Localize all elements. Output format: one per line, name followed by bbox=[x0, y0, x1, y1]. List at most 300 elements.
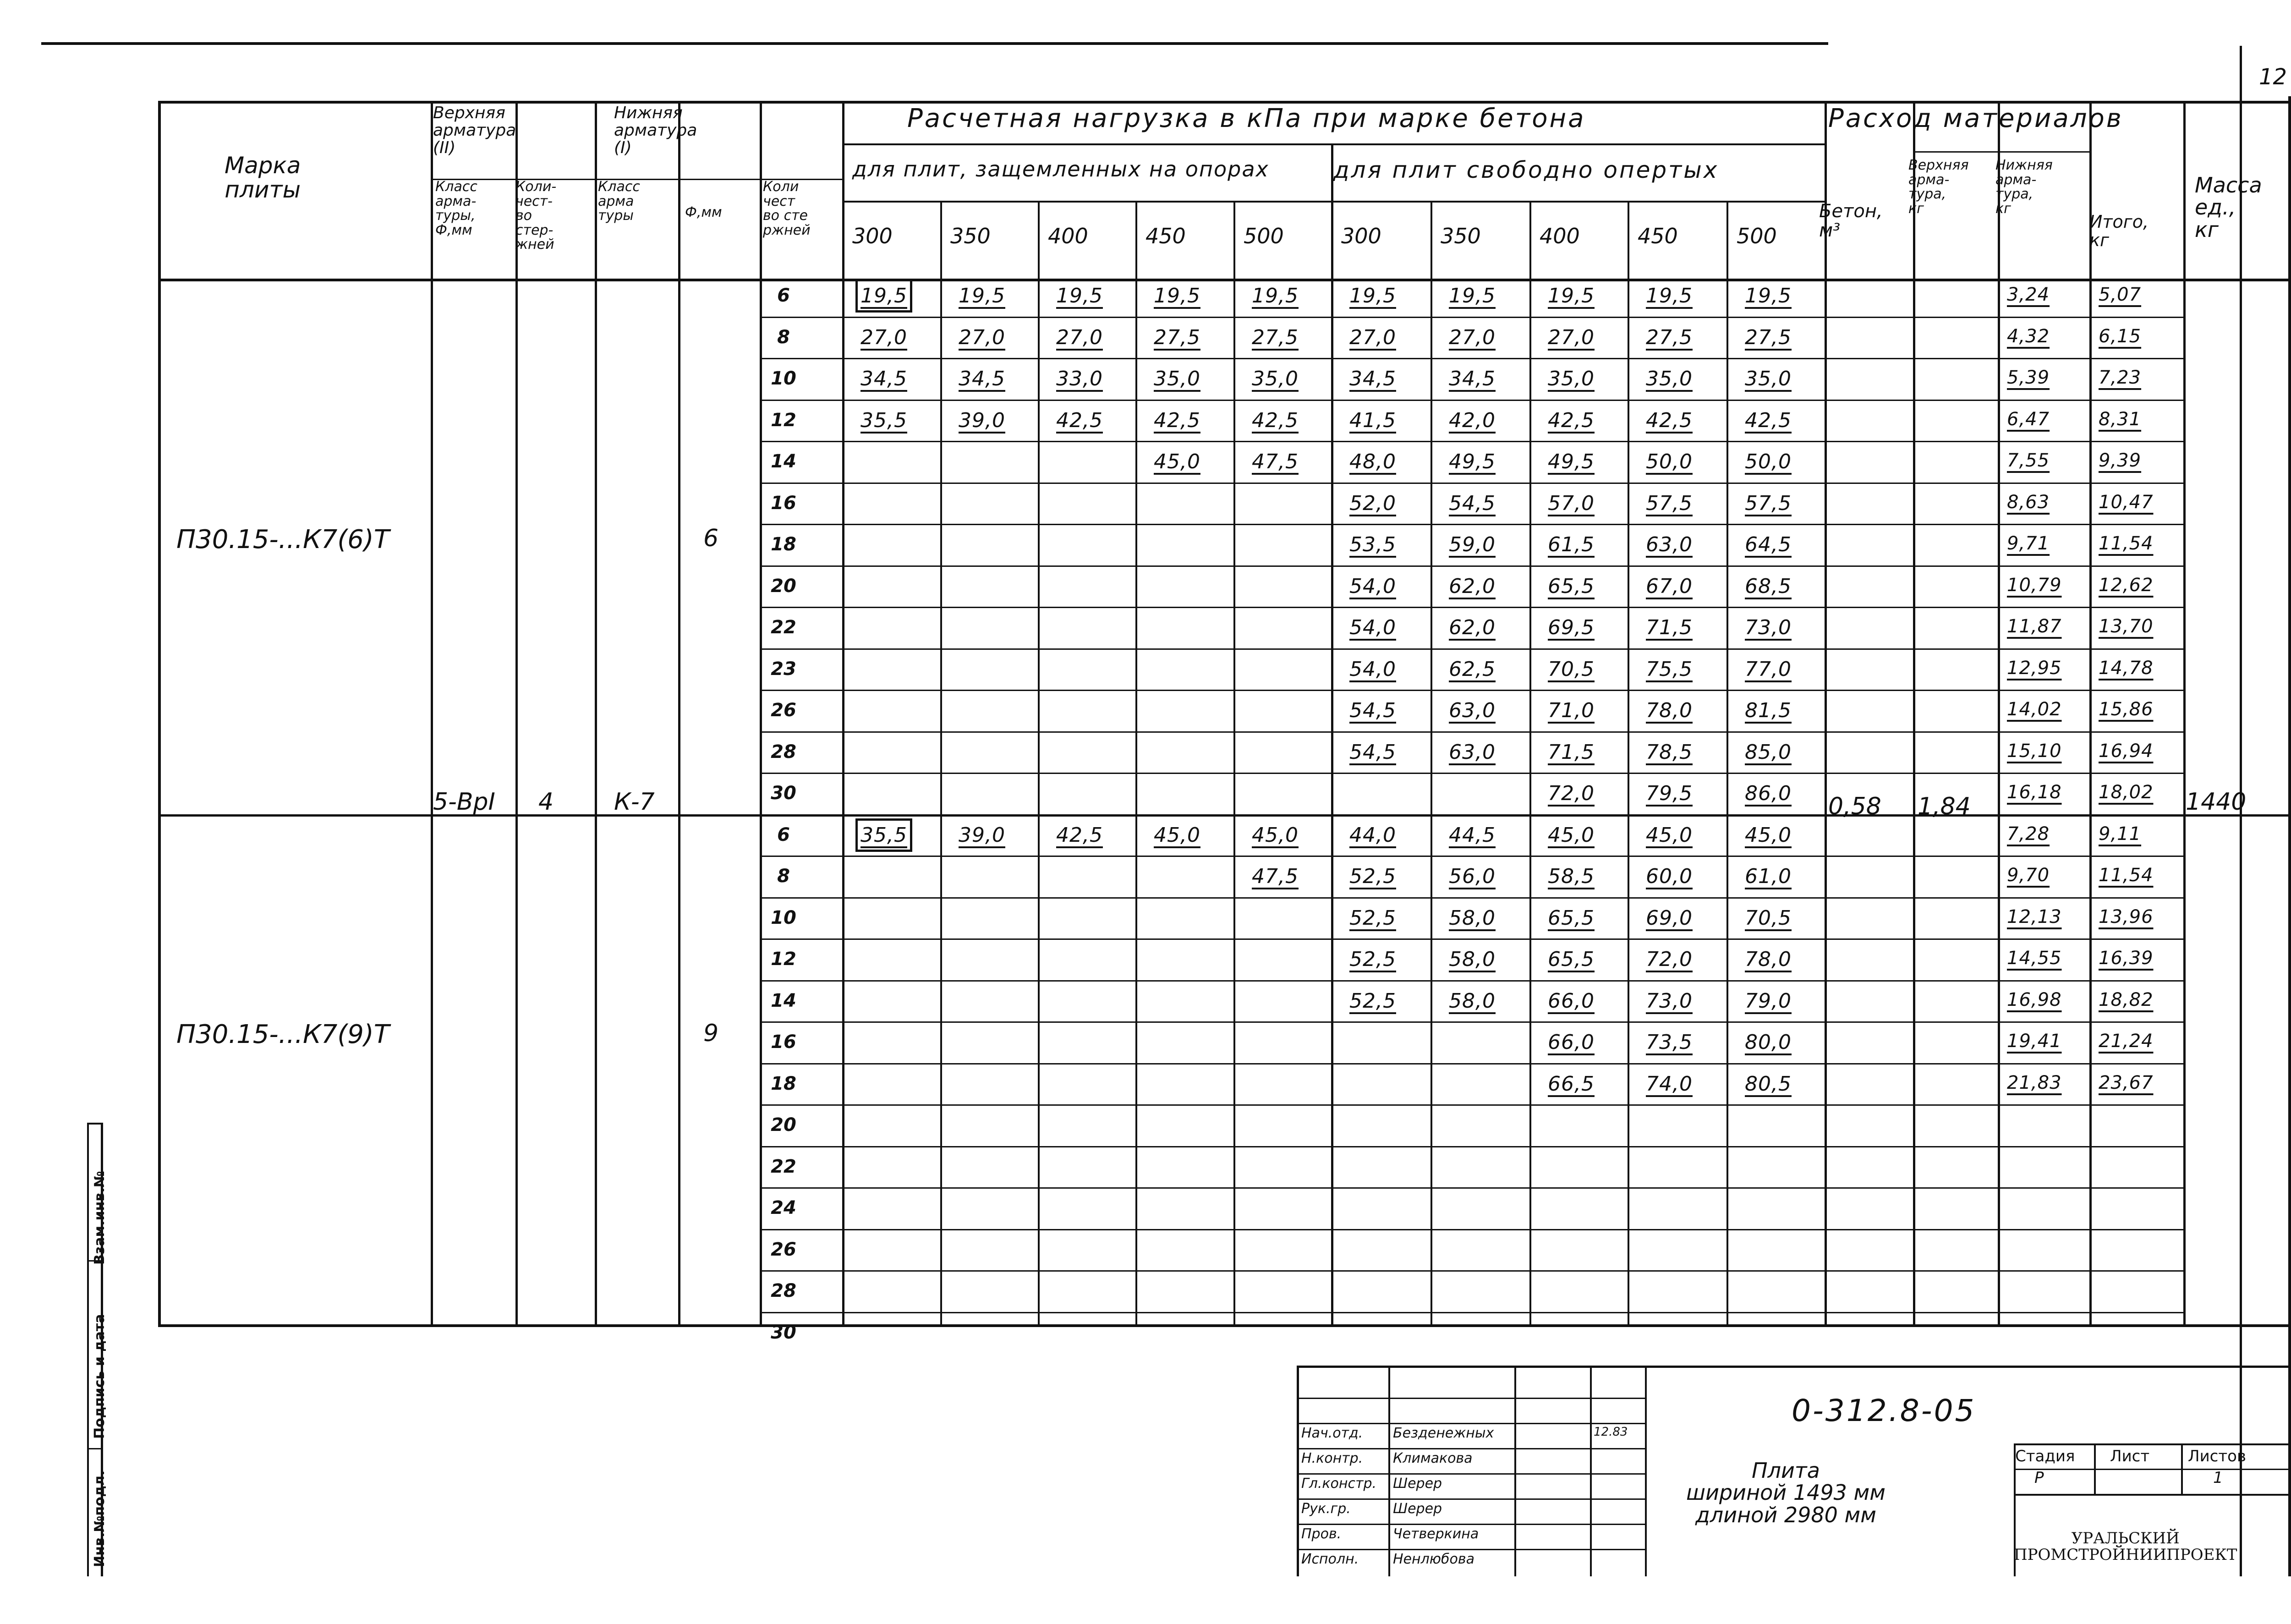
side-strip-top bbox=[87, 1123, 103, 1125]
free-load-cell: 58,0 bbox=[1449, 989, 1496, 1013]
mass-header: Масса ед., кг bbox=[2195, 173, 2262, 242]
free-load-cell: 70,5 bbox=[1548, 658, 1595, 681]
free-load-cell: 44,5 bbox=[1449, 823, 1496, 847]
free-load-cell: 57,5 bbox=[1646, 492, 1693, 515]
stamp-name: Шерер bbox=[1393, 1501, 1442, 1517]
count-label: 26 bbox=[771, 1239, 796, 1260]
fixed-load-cell: 27,5 bbox=[1154, 326, 1200, 349]
free-load-cell: 79,5 bbox=[1646, 782, 1693, 805]
row-line-3 bbox=[760, 400, 2183, 401]
bottom-steel-cell: 16,18 bbox=[2007, 782, 2062, 803]
row-line-18 bbox=[760, 1021, 2183, 1023]
bottom-steel-cell: 14,02 bbox=[2007, 699, 2062, 720]
count-label: 24 bbox=[771, 1197, 796, 1218]
stage-label: Стадия bbox=[2015, 1447, 2075, 1465]
free-load-cell: 69,5 bbox=[1548, 616, 1595, 639]
bottom-steel-cell: 3,24 bbox=[2007, 284, 2050, 305]
mat-subline bbox=[1913, 151, 2092, 153]
fixed-grade-450: 450 bbox=[1146, 224, 1186, 248]
grade-line-7 bbox=[1628, 201, 1629, 1324]
free-load-cell: 65,5 bbox=[1548, 575, 1595, 598]
free-load-cell: 59,0 bbox=[1449, 533, 1496, 556]
count-label: 10 bbox=[771, 368, 796, 389]
free-load-cell: 57,5 bbox=[1745, 492, 1792, 515]
fixed-load-cell: 19,5 bbox=[959, 284, 1005, 307]
col-class-top: Класс арма- туры, Ф,мм bbox=[435, 179, 477, 238]
free-load-cell: 66,0 bbox=[1548, 1031, 1595, 1054]
total-cell: 8,31 bbox=[2099, 409, 2142, 430]
side-div-2 bbox=[87, 1448, 103, 1449]
fixed-load-cell: 34,5 bbox=[959, 367, 1005, 390]
sheet-number: 12 bbox=[2259, 64, 2287, 90]
grade-line-6 bbox=[1529, 201, 1531, 1324]
stamp-row-4 bbox=[1297, 1498, 1645, 1500]
total-cell: 16,39 bbox=[2099, 948, 2154, 969]
grade-line-0 bbox=[940, 201, 942, 1324]
fixed-load-cell: 42,5 bbox=[1056, 409, 1103, 432]
stamp-role: Гл.констр. bbox=[1301, 1476, 1377, 1492]
grade-subline bbox=[842, 201, 1825, 203]
free-load-cell: 64,5 bbox=[1745, 533, 1792, 556]
marka-header: Марка плиты bbox=[225, 152, 301, 203]
count-label: 10 bbox=[771, 907, 796, 928]
col-total: Итого, кг bbox=[2089, 212, 2149, 250]
free-load-cell: 19,5 bbox=[1548, 284, 1595, 307]
count-label: 12 bbox=[771, 410, 796, 431]
row-line-20 bbox=[760, 1104, 2183, 1106]
fixed-load-cell: 33,0 bbox=[1056, 367, 1103, 390]
fixed-load-cell: 27,0 bbox=[959, 326, 1005, 349]
row-line-5 bbox=[760, 483, 2183, 484]
mass-value: 1440 bbox=[2186, 788, 2247, 816]
free-load-cell: 78,5 bbox=[1646, 741, 1693, 764]
stamp-name: Шерер bbox=[1393, 1476, 1442, 1492]
free-load-cell: 72,0 bbox=[1646, 948, 1693, 971]
top-reinf-header: Верхняя арматура (II) bbox=[433, 104, 516, 157]
total-cell: 6,15 bbox=[2099, 326, 2142, 347]
stamp-row-6 bbox=[1297, 1549, 1645, 1550]
count-label: 30 bbox=[771, 1322, 796, 1343]
count-label: 20 bbox=[771, 576, 796, 597]
col-count-top: Коли- чест- во стер- жней bbox=[515, 179, 557, 252]
stamp-stage-top bbox=[2014, 1443, 2289, 1445]
row-line-15 bbox=[760, 897, 2183, 899]
free-load-cell: 85,0 bbox=[1745, 741, 1792, 764]
count-label: 8 bbox=[777, 327, 790, 348]
fixed-load-cell: 47,5 bbox=[1252, 450, 1299, 473]
side-vzam: Взам.инв.№ bbox=[92, 1171, 108, 1265]
col-bottom-steel: Нижняя арма- тура, кг bbox=[1995, 157, 2053, 217]
row-line-10 bbox=[760, 690, 2183, 691]
free-load-cell: 27,0 bbox=[1548, 326, 1595, 349]
row-line-12 bbox=[760, 773, 2183, 774]
free-load-cell: 52,0 bbox=[1349, 492, 1396, 515]
free-load-cell: 48,0 bbox=[1349, 450, 1396, 473]
free-load-cell: 54,0 bbox=[1349, 658, 1396, 681]
bottom-steel-cell: 21,83 bbox=[2007, 1072, 2062, 1093]
count-label: 18 bbox=[771, 534, 796, 555]
bottom-steel-cell: 8,63 bbox=[2007, 492, 2050, 513]
count-label: 22 bbox=[771, 617, 796, 638]
product-title: Плита шириной 1493 мм длиной 2980 мм bbox=[1686, 1458, 1885, 1527]
stamp-stage-bot bbox=[2014, 1494, 2289, 1496]
fixed-load-cell: 47,5 bbox=[1252, 865, 1299, 888]
col-class-bottom: Класс арма туры bbox=[598, 179, 640, 224]
count-label: 22 bbox=[771, 1156, 796, 1177]
count-label: 20 bbox=[771, 1114, 796, 1136]
bottom-steel-cell: 14,55 bbox=[2007, 948, 2062, 969]
free-load-cell: 27,0 bbox=[1449, 326, 1496, 349]
free-load-cell: 56,0 bbox=[1449, 865, 1496, 888]
col-top-steel: Верхняя арма- тура, кг bbox=[1908, 157, 1969, 217]
free-load-cell: 77,0 bbox=[1745, 658, 1792, 681]
free-load-cell: 58,0 bbox=[1449, 948, 1496, 971]
total-cell: 21,24 bbox=[2099, 1031, 2154, 1052]
col-line-0 bbox=[431, 101, 433, 1324]
fixed-grade-400: 400 bbox=[1048, 224, 1088, 248]
total-cell: 18,82 bbox=[2099, 989, 2154, 1010]
col-count-bottom: Коли чест во сте ржней bbox=[763, 179, 811, 238]
bottom-steel-cell: 19,41 bbox=[2007, 1031, 2062, 1052]
count-label: 30 bbox=[771, 783, 796, 804]
free-load-cell: 52,5 bbox=[1349, 948, 1396, 971]
fixed-load-cell: 45,0 bbox=[1154, 450, 1200, 473]
free-load-cell: 67,0 bbox=[1646, 575, 1693, 598]
grade-line-2 bbox=[1135, 201, 1137, 1324]
free-load-cell: 79,0 bbox=[1745, 989, 1792, 1013]
block-split-diam bbox=[678, 814, 761, 817]
fixed-grade-350: 350 bbox=[950, 224, 991, 248]
count-label: 18 bbox=[771, 1073, 796, 1094]
stamp-col-3 bbox=[1645, 1366, 1647, 1576]
fixed-load-cell: 27,0 bbox=[860, 326, 907, 349]
free-load-cell: 78,0 bbox=[1745, 948, 1792, 971]
total-cell: 23,67 bbox=[2099, 1072, 2154, 1093]
col-line-3 bbox=[678, 101, 680, 1324]
free-load-cell: 80,0 bbox=[1745, 1031, 1792, 1054]
bottom-steel-cell: 12,95 bbox=[2007, 658, 2062, 679]
free-load-cell: 34,5 bbox=[1449, 367, 1496, 390]
bottom-class-value: К-7 bbox=[614, 788, 655, 816]
sheet-label: Лист bbox=[2110, 1447, 2150, 1465]
free-load-cell: 58,0 bbox=[1449, 906, 1496, 930]
load-header: Расчетная нагрузка в кПа при марке бетона bbox=[907, 104, 1586, 133]
free-load-cell: 19,5 bbox=[1449, 284, 1496, 307]
total-cell: 16,94 bbox=[2099, 741, 2154, 762]
block2-mark: П30.15-...К7(9)Т bbox=[176, 1020, 389, 1049]
total-cell: 11,54 bbox=[2099, 865, 2154, 886]
load-subline bbox=[842, 143, 1825, 145]
side-sign: Подпись и дата bbox=[92, 1314, 108, 1439]
row-line-2 bbox=[760, 358, 2183, 359]
row-line-11 bbox=[760, 731, 2183, 733]
fixed-load-cell: 27,0 bbox=[1056, 326, 1103, 349]
stamp-col-2 bbox=[1590, 1366, 1592, 1576]
row-line-8 bbox=[760, 607, 2183, 608]
bottom-steel-cell: 10,79 bbox=[2007, 575, 2062, 596]
free-header: для плит свободно опертых bbox=[1333, 157, 1719, 183]
row-line-7 bbox=[760, 565, 2183, 567]
bottom-steel-cell: 5,39 bbox=[2007, 367, 2050, 388]
stamp-row-0 bbox=[1297, 1398, 1645, 1399]
free-load-cell: 52,5 bbox=[1349, 989, 1396, 1013]
stamp-col-1 bbox=[1514, 1366, 1516, 1576]
stamp-stage-col-1 bbox=[2181, 1443, 2183, 1494]
col-line-10 bbox=[2183, 101, 2186, 1324]
free-load-cell: 73,0 bbox=[1745, 616, 1792, 639]
free-load-cell: 78,0 bbox=[1646, 699, 1693, 722]
bottom-steel-cell: 9,71 bbox=[2007, 533, 2050, 554]
free-load-cell: 50,0 bbox=[1646, 450, 1693, 473]
count-label: 14 bbox=[771, 451, 796, 472]
free-load-cell: 27,5 bbox=[1745, 326, 1792, 349]
free-load-cell: 73,0 bbox=[1646, 989, 1693, 1013]
free-load-cell: 65,5 bbox=[1548, 948, 1595, 971]
free-grade-350: 350 bbox=[1441, 224, 1481, 248]
count-label: 8 bbox=[777, 866, 790, 887]
free-grade-300: 300 bbox=[1341, 224, 1381, 248]
row-line-17 bbox=[760, 980, 2183, 982]
count-label: 26 bbox=[771, 700, 796, 721]
free-load-cell: 19,5 bbox=[1349, 284, 1396, 307]
free-load-cell: 71,5 bbox=[1646, 616, 1693, 639]
bottom-reinf-header: Нижняя арматура (I) bbox=[614, 104, 697, 157]
free-load-cell: 62,5 bbox=[1449, 658, 1496, 681]
free-load-cell: 65,5 bbox=[1548, 906, 1595, 930]
free-load-cell: 42,5 bbox=[1548, 409, 1595, 432]
col-line-7 bbox=[1913, 101, 1915, 1324]
block1-mark: П30.15-...К7(6)Т bbox=[176, 525, 389, 554]
free-load-cell: 45,0 bbox=[1745, 823, 1792, 847]
fixed-load-cell: 39,0 bbox=[959, 409, 1005, 432]
count-label: 23 bbox=[771, 658, 796, 680]
count-label: 28 bbox=[771, 741, 796, 763]
col-line-6 bbox=[1825, 101, 1827, 1324]
free-load-cell: 62,0 bbox=[1449, 616, 1496, 639]
stamp-top bbox=[1297, 1366, 2289, 1368]
free-load-cell: 57,0 bbox=[1548, 492, 1595, 515]
right-border-2 bbox=[2288, 96, 2291, 1576]
fixed-header: для плит, защемленных на опорах bbox=[852, 157, 1269, 181]
free-load-cell: 35,0 bbox=[1745, 367, 1792, 390]
stamp-date: 12.83 bbox=[1594, 1425, 1628, 1439]
free-load-cell: 54,0 bbox=[1349, 616, 1396, 639]
free-load-cell: 61,0 bbox=[1745, 865, 1792, 888]
free-load-cell: 42,5 bbox=[1646, 409, 1693, 432]
bottom-steel-cell: 15,10 bbox=[2007, 741, 2062, 762]
free-grade-450: 450 bbox=[1638, 224, 1678, 248]
free-load-cell: 69,0 bbox=[1646, 906, 1693, 930]
total-cell: 18,02 bbox=[2099, 782, 2154, 803]
header-bottom bbox=[158, 279, 2289, 281]
free-load-cell: 54,5 bbox=[1349, 741, 1396, 764]
free-load-cell: 60,0 bbox=[1646, 865, 1693, 888]
total-cell: 5,07 bbox=[2099, 284, 2142, 305]
stamp-row-2 bbox=[1297, 1448, 1645, 1449]
bottom-steel-cell: 7,28 bbox=[2007, 823, 2050, 845]
count-label: 12 bbox=[771, 949, 796, 970]
fixed-load-cell: 19,5 bbox=[1252, 284, 1299, 307]
fixed-load-cell: 19,5 bbox=[1154, 284, 1200, 307]
stamp-name: Безденежных bbox=[1393, 1425, 1494, 1441]
free-load-cell: 27,5 bbox=[1646, 326, 1693, 349]
free-load-cell: 45,0 bbox=[1646, 823, 1693, 847]
block1-diam: 6 bbox=[703, 525, 719, 552]
col-line-8 bbox=[1998, 101, 2000, 1324]
free-load-cell: 80,5 bbox=[1745, 1072, 1792, 1096]
stamp-role: Исполн. bbox=[1301, 1551, 1359, 1567]
free-load-cell: 45,0 bbox=[1548, 823, 1595, 847]
stamp-row-3 bbox=[1297, 1473, 1645, 1475]
free-load-cell: 41,5 bbox=[1349, 409, 1396, 432]
top-class-value: 5-ВрⅠ bbox=[433, 788, 495, 816]
stamp-left bbox=[1297, 1366, 1299, 1576]
row-line-24 bbox=[760, 1270, 2183, 1272]
free-load-cell: 63,0 bbox=[1646, 533, 1693, 556]
free-load-cell: 63,0 bbox=[1449, 699, 1496, 722]
row-line-21 bbox=[760, 1146, 2183, 1147]
free-load-cell: 70,5 bbox=[1745, 906, 1792, 930]
fixed-grade-500: 500 bbox=[1244, 224, 1284, 248]
count-label: 6 bbox=[777, 285, 790, 306]
free-load-cell: 54,0 bbox=[1349, 575, 1396, 598]
fixed-load-cell: 19,5 bbox=[1056, 284, 1103, 307]
row-line-22 bbox=[760, 1187, 2183, 1189]
count-label: 16 bbox=[771, 493, 796, 514]
count-label: 14 bbox=[771, 990, 796, 1011]
col-diam-bottom: Ф,мм bbox=[685, 204, 722, 220]
free-load-cell: 61,5 bbox=[1548, 533, 1595, 556]
grade-line-1 bbox=[1038, 201, 1040, 1324]
total-cell: 9,39 bbox=[2099, 450, 2142, 471]
bottom-steel-cell: 6,47 bbox=[2007, 409, 2050, 430]
stamp-row-1 bbox=[1297, 1423, 1645, 1424]
free-load-cell: 58,5 bbox=[1548, 865, 1595, 888]
fixed-grade-300: 300 bbox=[852, 224, 893, 248]
fixed-load-cell: 45,0 bbox=[1154, 823, 1200, 847]
count-label: 16 bbox=[771, 1031, 796, 1053]
grade-line-8 bbox=[1726, 201, 1728, 1324]
col-line-1 bbox=[515, 101, 518, 1324]
free-load-cell: 71,5 bbox=[1548, 741, 1595, 764]
count-label: 6 bbox=[777, 824, 790, 845]
free-load-cell: 71,0 bbox=[1548, 699, 1595, 722]
fixed-load-cell: 42,5 bbox=[1252, 409, 1299, 432]
count-label: 28 bbox=[771, 1280, 796, 1301]
total-cell: 13,96 bbox=[2099, 906, 2154, 927]
free-load-cell: 34,5 bbox=[1349, 367, 1396, 390]
col-line-5 bbox=[842, 101, 844, 1324]
total-cell: 14,78 bbox=[2099, 658, 2154, 679]
row-line-16 bbox=[760, 938, 2183, 940]
table-bottom bbox=[158, 1324, 2289, 1327]
free-load-cell: 19,5 bbox=[1745, 284, 1792, 307]
stamp-role: Рук.гр. bbox=[1301, 1501, 1351, 1517]
side-inv: Инв.№подл. bbox=[92, 1470, 108, 1567]
free-load-cell: 49,5 bbox=[1449, 450, 1496, 473]
free-load-cell: 50,0 bbox=[1745, 450, 1792, 473]
bottom-steel-cell: 4,32 bbox=[2007, 326, 2050, 347]
block2-diam: 9 bbox=[703, 1020, 719, 1047]
free-load-cell: 66,5 bbox=[1548, 1072, 1595, 1096]
row-line-9 bbox=[760, 648, 2183, 650]
total-cell: 10,47 bbox=[2099, 492, 2154, 513]
side-strip-left bbox=[87, 1123, 89, 1576]
row-line-6 bbox=[760, 524, 2183, 525]
total-cell: 15,86 bbox=[2099, 699, 2154, 720]
total-cell: 7,23 bbox=[2099, 367, 2142, 388]
free-load-cell: 63,0 bbox=[1449, 741, 1496, 764]
free-load-cell: 49,5 bbox=[1548, 450, 1595, 473]
fixed-load-cell: 19,5 bbox=[860, 284, 907, 307]
free-load-cell: 54,5 bbox=[1349, 699, 1396, 722]
fixed-load-cell: 35,5 bbox=[860, 409, 907, 432]
free-load-cell: 52,5 bbox=[1349, 865, 1396, 888]
fixed-load-cell: 34,5 bbox=[860, 367, 907, 390]
bottom-steel-cell: 16,98 bbox=[2007, 989, 2062, 1010]
bottom-steel-cell: 11,87 bbox=[2007, 616, 2062, 637]
total-cell: 11,54 bbox=[2099, 533, 2154, 554]
fixed-load-cell: 27,5 bbox=[1252, 326, 1299, 349]
stamp-role: Н.контр. bbox=[1301, 1450, 1363, 1466]
free-load-cell: 75,5 bbox=[1646, 658, 1693, 681]
fixed-load-cell: 35,0 bbox=[1252, 367, 1299, 390]
stamp-stage-mid bbox=[2014, 1469, 2289, 1470]
free-load-cell: 54,5 bbox=[1449, 492, 1496, 515]
bottom-steel-cell: 9,70 bbox=[2007, 865, 2050, 886]
free-load-cell: 53,5 bbox=[1349, 533, 1396, 556]
free-load-cell: 72,0 bbox=[1548, 782, 1595, 805]
free-load-cell: 42,5 bbox=[1745, 409, 1792, 432]
free-load-cell: 27,0 bbox=[1349, 326, 1396, 349]
stamp-name: Ненлюбова bbox=[1393, 1551, 1474, 1567]
free-grade-500: 500 bbox=[1737, 224, 1777, 248]
fixed-load-cell: 39,0 bbox=[959, 823, 1005, 847]
grade-line-5 bbox=[1431, 201, 1432, 1324]
free-load-cell: 73,5 bbox=[1646, 1031, 1693, 1054]
stamp-name: Четверкина bbox=[1393, 1526, 1479, 1542]
stamp-name: Климакова bbox=[1393, 1450, 1473, 1466]
doc-code: 0-312.8-05 bbox=[1792, 1393, 1976, 1428]
free-load-cell: 19,5 bbox=[1646, 284, 1693, 307]
total-cell: 12,62 bbox=[2099, 575, 2154, 596]
free-load-cell: 66,0 bbox=[1548, 989, 1595, 1013]
free-grade-400: 400 bbox=[1540, 224, 1580, 248]
stamp-row-5 bbox=[1297, 1524, 1645, 1525]
free-load-cell: 62,0 bbox=[1449, 575, 1496, 598]
free-load-cell: 35,0 bbox=[1548, 367, 1595, 390]
sheets-value: 1 bbox=[2213, 1469, 2223, 1487]
col-line-2 bbox=[595, 101, 597, 1324]
block-split-left bbox=[158, 814, 433, 817]
free-load-cell: 52,5 bbox=[1349, 906, 1396, 930]
bottom-steel-cell: 7,55 bbox=[2007, 450, 2050, 471]
fixed-load-cell: 35,5 bbox=[860, 823, 907, 847]
total-cell: 13,70 bbox=[2099, 616, 2154, 637]
table-left bbox=[158, 101, 161, 1324]
stamp-role: Нач.отд. bbox=[1301, 1425, 1363, 1441]
fixed-load-cell: 42,5 bbox=[1154, 409, 1200, 432]
row-line-19 bbox=[760, 1063, 2183, 1064]
free-load-cell: 42,0 bbox=[1449, 409, 1496, 432]
free-load-cell: 68,5 bbox=[1745, 575, 1792, 598]
free-load-cell: 74,0 bbox=[1646, 1072, 1693, 1096]
row-line-4 bbox=[760, 441, 2183, 442]
col-concrete: Бетон, м³ bbox=[1819, 201, 1883, 241]
free-load-cell: 86,0 bbox=[1745, 782, 1792, 805]
fixed-load-cell: 42,5 bbox=[1056, 823, 1103, 847]
stamp-role: Пров. bbox=[1301, 1526, 1342, 1542]
